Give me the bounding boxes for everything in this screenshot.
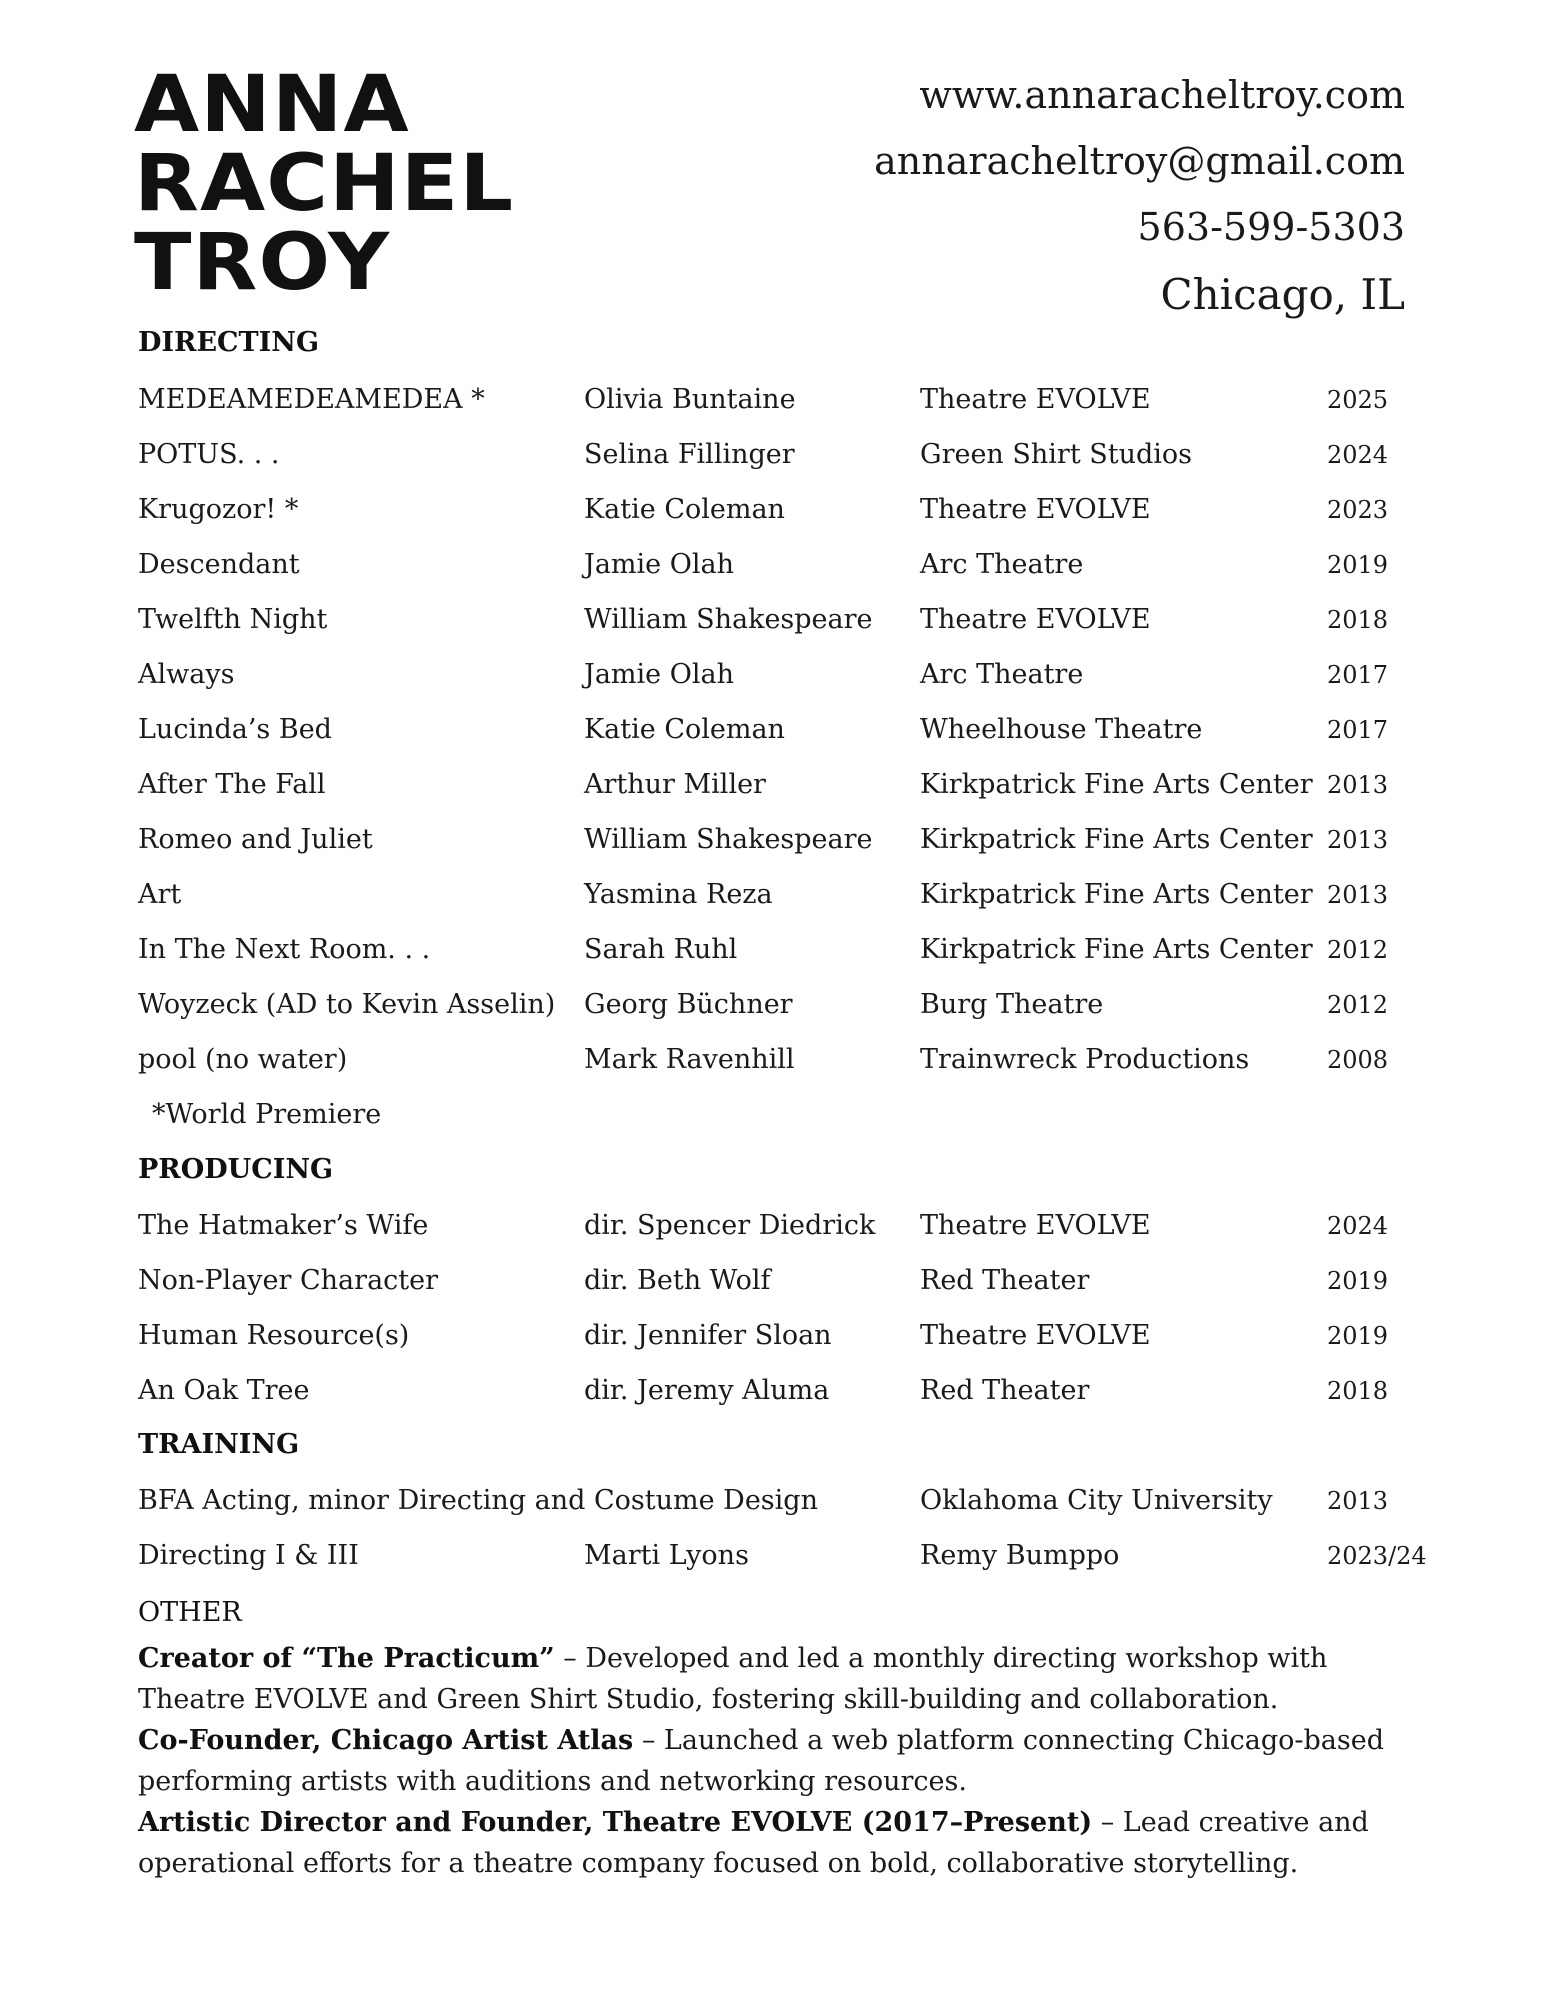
playwright: Katie Coleman <box>584 494 785 525</box>
year: 2019 <box>1327 1267 1389 1295</box>
year: 2012 <box>1327 991 1389 1019</box>
company: Kirkpatrick Fine Arts Center <box>920 879 1313 910</box>
production-title: Romeo and Juliet <box>138 824 373 855</box>
year: 2013 <box>1327 881 1389 909</box>
playwright: Jamie Olah <box>584 549 734 580</box>
company: Arc Theatre <box>920 549 1084 580</box>
table-row <box>0 600 1545 640</box>
production-title: Art <box>138 879 182 910</box>
instructor: Marti Lyons <box>584 1540 749 1571</box>
year: 2018 <box>1327 606 1389 634</box>
director: dir. Beth Wolf <box>584 1265 771 1296</box>
director: dir. Jeremy Aluma <box>584 1375 830 1406</box>
year: 2019 <box>1327 551 1389 579</box>
company: Red Theater <box>920 1375 1090 1406</box>
table-row <box>0 930 1545 970</box>
other-item-heading: Artistic Director and Founder, Theatre EVOLVE (2017–Present) <box>138 1807 1093 1838</box>
table-row <box>0 380 1545 420</box>
production-title: In The Next Room. . . <box>138 934 431 965</box>
production-title: Descendant <box>138 549 300 580</box>
table-row <box>0 1261 1545 1301</box>
company: Burg Theatre <box>920 989 1104 1020</box>
year: 2018 <box>1327 1377 1389 1405</box>
name-line-last: TROY <box>134 218 391 308</box>
production-title: Twelfth Night <box>138 604 328 635</box>
company: Arc Theatre <box>920 659 1084 690</box>
table-row <box>0 435 1545 475</box>
year: 2017 <box>1327 716 1389 744</box>
company: Kirkpatrick Fine Arts Center <box>920 824 1313 855</box>
production-title: An Oak Tree <box>138 1375 310 1406</box>
company: Red Theater <box>920 1265 1090 1296</box>
website-link[interactable]: www.annaracheltroy.com <box>919 73 1405 117</box>
production-title: After The Fall <box>138 769 326 800</box>
world-premiere-note: *World Premiere <box>152 1099 382 1130</box>
company: Theatre EVOLVE <box>920 1320 1151 1351</box>
email-link[interactable]: annaracheltroy@gmail.com <box>874 139 1405 183</box>
table-row <box>0 1481 1545 1521</box>
name-line-first: ANNA <box>134 60 410 150</box>
director: dir. Jennifer Sloan <box>584 1320 832 1351</box>
table-row <box>0 875 1545 915</box>
year: 2019 <box>1327 1322 1389 1350</box>
playwright: Selina Fillinger <box>584 439 795 470</box>
production-title: POTUS. . . <box>138 439 280 470</box>
playwright: Yasmina Reza <box>584 879 773 910</box>
other-list <box>138 1638 1418 1884</box>
production-title: pool (no water) <box>138 1044 348 1075</box>
company: Theatre EVOLVE <box>920 1210 1151 1241</box>
table-row <box>0 1040 1545 1080</box>
production-title: Woyzeck (AD to Kevin Asselin) <box>138 989 556 1020</box>
table-row <box>0 985 1545 1025</box>
director: dir. Spencer Diedrick <box>584 1210 876 1241</box>
year: 2012 <box>1327 936 1389 964</box>
year: 2025 <box>1327 386 1389 414</box>
playwright: William Shakespeare <box>584 604 873 635</box>
section-title-directing: DIRECTING <box>138 327 320 358</box>
other-item <box>138 1638 1418 1720</box>
table-row <box>0 545 1545 585</box>
production-title: Non-Player Character <box>138 1265 439 1296</box>
other-item-description: – Launched a web platform connecting Chicago-based performing artists with auditions and networking resources. <box>138 1725 1384 1797</box>
playwright: William Shakespeare <box>584 824 873 855</box>
playwright: Jamie Olah <box>584 659 734 690</box>
name-line-middle: RACHEL <box>134 139 515 229</box>
institution: Oklahoma City University <box>920 1485 1273 1516</box>
year: 2008 <box>1327 1046 1389 1074</box>
year: 2023 <box>1327 496 1389 524</box>
location: Chicago, IL <box>1160 270 1405 319</box>
contact-block <box>874 62 1405 330</box>
company: Wheelhouse Theatre <box>920 714 1203 745</box>
table-row <box>0 1371 1545 1411</box>
playwright: Sarah Ruhl <box>584 934 738 965</box>
other-item-heading: Co-Founder, Chicago Artist Atlas <box>138 1725 634 1756</box>
company: Theatre EVOLVE <box>920 494 1151 525</box>
table-row <box>0 820 1545 860</box>
company: Trainwreck Productions <box>920 1044 1250 1075</box>
production-title: MEDEAMEDEAMEDEA * <box>138 384 485 415</box>
company: Kirkpatrick Fine Arts Center <box>920 934 1313 965</box>
production-title: The Hatmaker’s Wife <box>138 1210 429 1241</box>
playwright: Mark Ravenhill <box>584 1044 795 1075</box>
year: 2013 <box>1327 826 1389 854</box>
production-title: Lucinda’s Bed <box>138 714 332 745</box>
institution: Remy Bumppo <box>920 1540 1120 1571</box>
company: Kirkpatrick Fine Arts Center <box>920 769 1313 800</box>
company: Theatre EVOLVE <box>920 604 1151 635</box>
production-title: Human Resource(s) <box>138 1320 410 1351</box>
other-item <box>138 1720 1418 1802</box>
production-title: Always <box>138 659 235 690</box>
section-title-other: OTHER <box>138 1597 242 1628</box>
table-row <box>0 1206 1545 1246</box>
table-row <box>0 655 1545 695</box>
year: 2013 <box>1327 771 1389 799</box>
other-item-description: – Developed and led a monthly directing workshop with Theatre EVOLVE and Green Shirt Studio, fostering skill-building and collaboration. <box>138 1643 1328 1715</box>
table-row <box>0 1536 1545 1576</box>
playwright: Olivia Buntaine <box>584 384 796 415</box>
playwright: Arthur Miller <box>584 769 766 800</box>
year: 2024 <box>1327 1212 1389 1240</box>
degree: BFA Acting, minor Directing and Costume Design <box>138 1485 818 1516</box>
table-row <box>0 710 1545 750</box>
year: 2017 <box>1327 661 1389 689</box>
table-row <box>0 765 1545 805</box>
playwright: Georg Büchner <box>584 989 793 1020</box>
year: 2023/24 <box>1327 1542 1427 1570</box>
year: 2013 <box>1327 1487 1389 1515</box>
section-title-producing: PRODUCING <box>138 1154 334 1185</box>
phone-number: 563-599-5303 <box>1137 205 1405 249</box>
course: Directing I & III <box>138 1540 359 1571</box>
company: Green Shirt Studios <box>920 439 1193 470</box>
table-row <box>0 490 1545 530</box>
other-item <box>138 1802 1418 1884</box>
other-item-description: – Lead creative and operational efforts for a theatre company focused on bold, collaborative storytelling. <box>138 1807 1369 1879</box>
company: Theatre EVOLVE <box>920 384 1151 415</box>
year: 2024 <box>1327 441 1389 469</box>
production-title: Krugozor! * <box>138 494 299 525</box>
other-item-heading: Creator of “The Practicum” <box>138 1643 555 1674</box>
resume-name <box>134 60 515 308</box>
playwright: Katie Coleman <box>584 714 785 745</box>
table-row <box>0 1316 1545 1356</box>
section-title-training: TRAINING <box>138 1429 300 1460</box>
